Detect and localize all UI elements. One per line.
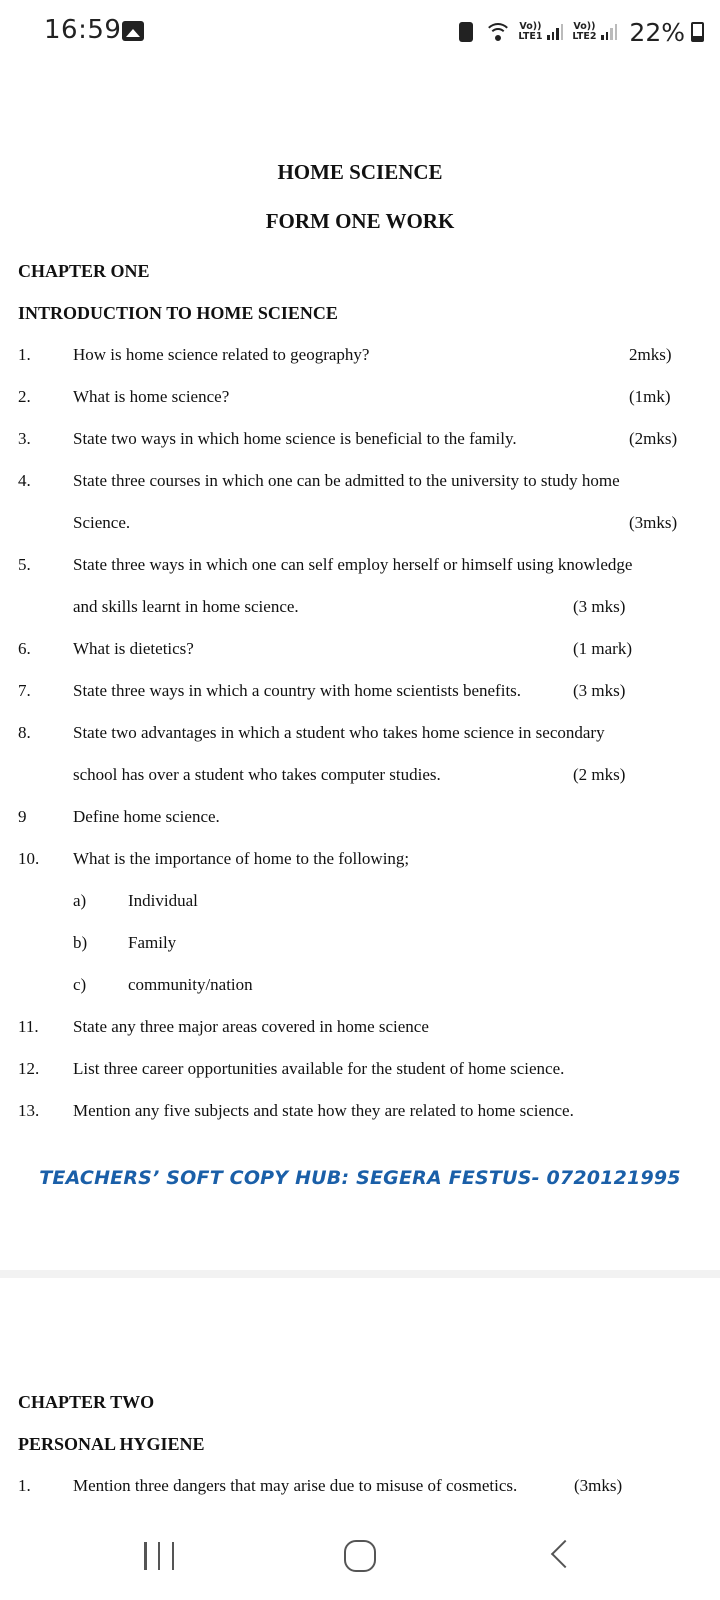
question-continuation [0, 597, 720, 627]
sub-item-letter: c) [73, 975, 87, 994]
question-text: What is home science? [73, 387, 230, 406]
document-title: HOME SCIENCE [277, 160, 443, 184]
home-icon[interactable] [344, 1540, 376, 1572]
question-number: 9 [18, 807, 27, 826]
back-icon[interactable] [551, 1540, 579, 1568]
question-marks: (2mks) [629, 429, 678, 448]
question-row [0, 1017, 720, 1047]
sub-item-text: community/nation [128, 975, 253, 994]
question-number: 7. [18, 681, 31, 700]
question-row [0, 1476, 720, 1506]
question-text: State three courses in which one can be admitted to the university to study home [73, 471, 620, 490]
question-marks: 2mks) [629, 345, 672, 364]
sub-item [0, 975, 720, 1005]
question-marks: (3mks) [574, 1476, 623, 1495]
sub-item-letter: a) [73, 891, 87, 910]
question-row [0, 555, 720, 585]
question-text: List three career opportunities available for the student of home science. [73, 1059, 565, 1078]
chapter-one-topic: INTRODUCTION TO HOME SCIENCE [18, 303, 338, 323]
question-text: Define home science. [73, 807, 220, 826]
question-number: 12. [18, 1059, 40, 1078]
battery-icon [691, 22, 704, 42]
sub-item-text: Family [128, 933, 177, 952]
signal-2-icon [601, 24, 617, 40]
question-text: What is dietetics? [73, 639, 194, 658]
question-marks: (1mk) [629, 387, 671, 406]
battery-percent: 22% [629, 17, 685, 47]
wifi-icon [483, 21, 513, 43]
battery-saver-icon [459, 22, 473, 42]
question-text: State two ways in which home science is beneficial to the family. [73, 429, 517, 448]
question-marks: (1 mark) [573, 639, 633, 658]
question-row [0, 681, 720, 711]
question-row [0, 849, 720, 879]
chapter-two-topic: PERSONAL HYGIENE [18, 1434, 205, 1454]
network-2-label: Vo)) LTE2 [572, 21, 597, 42]
question-row [0, 639, 720, 669]
sub-item [0, 891, 720, 921]
question-row [0, 429, 720, 459]
question-marks: (3mks) [629, 513, 678, 532]
question-number: 10. [18, 849, 40, 868]
gallery-notification-icon [122, 21, 144, 41]
question-marks: (3 mks) [573, 681, 626, 700]
question-marks: (2 mks) [573, 765, 626, 784]
question-marks: (3 mks) [573, 597, 626, 616]
question-continuation [0, 765, 720, 795]
question-text: State three ways in which a country with home scientists benefits. [73, 681, 522, 700]
teachers-hub-watermark: TEACHERS’ SOFT COPY HUB: SEGERA FESTUS- 0720121995 [39, 1167, 681, 1189]
question-row [0, 1059, 720, 1089]
question-text: How is home science related to geography? [73, 345, 370, 364]
question-number: 3. [18, 429, 31, 448]
chapter-two-label: CHAPTER TWO [18, 1392, 155, 1412]
question-text: State three ways in which one can self employ herself or himself using knowledge [73, 555, 633, 574]
network-1-label: Vo)) LTE1 [518, 21, 543, 42]
document-subtitle: FORM ONE WORK [265, 209, 455, 233]
question-text-cont: school has over a student who takes computer studies. [73, 765, 441, 784]
question-row [0, 723, 720, 753]
question-row [0, 471, 720, 501]
question-text: What is the importance of home to the following; [73, 849, 410, 868]
question-number: 11. [18, 1017, 39, 1036]
navigation-bar [0, 1520, 720, 1600]
question-text-cont: and skills learnt in home science. [73, 597, 299, 616]
status-bar [0, 0, 720, 64]
recent-apps-icon[interactable] [144, 1542, 174, 1572]
question-continuation [0, 513, 720, 543]
question-number: 2. [18, 387, 31, 406]
question-row [0, 807, 720, 837]
question-number: 5. [18, 555, 31, 574]
sub-item-text: Individual [128, 891, 198, 910]
question-row [0, 1101, 720, 1131]
signal-1-icon [547, 24, 563, 40]
question-text: State any three major areas covered in home science [73, 1017, 429, 1036]
chapter-one-label: CHAPTER ONE [18, 261, 150, 281]
question-number: 1. [18, 345, 31, 364]
question-number: 8. [18, 723, 31, 742]
question-row [0, 345, 720, 375]
status-indicators [459, 16, 704, 48]
question-text: Mention three dangers that may arise due to misuse of cosmetics. [73, 1476, 518, 1495]
question-number: 4. [18, 471, 31, 490]
question-number: 13. [18, 1101, 40, 1120]
question-number: 6. [18, 639, 31, 658]
question-row [0, 387, 720, 417]
status-time: 16:59 [44, 15, 122, 45]
question-text: Mention any five subjects and state how they are related to home science. [73, 1101, 574, 1120]
question-text-cont: Science. [73, 513, 131, 532]
page-separator [0, 1270, 720, 1278]
question-text: State two advantages in which a student who takes home science in secondary [73, 723, 605, 742]
sub-item [0, 933, 720, 963]
sub-item-letter: b) [73, 933, 88, 952]
question-number: 1. [18, 1476, 31, 1495]
